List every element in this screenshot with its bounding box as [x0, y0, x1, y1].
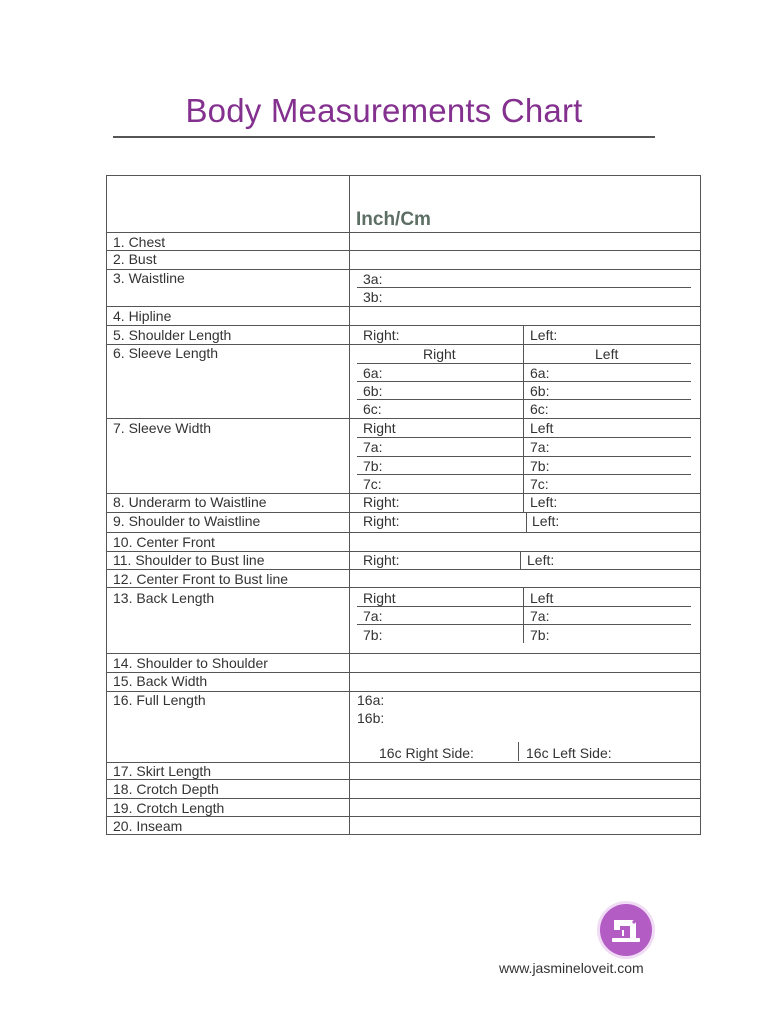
row-label: 13. Back Length [113, 590, 215, 606]
row-rule [107, 232, 700, 233]
row-rule [107, 325, 700, 326]
row-rule [107, 587, 700, 588]
row-label: 1. Chest [113, 234, 166, 250]
field-rule [357, 381, 691, 382]
field-label: Left: [530, 327, 558, 343]
field-rule [357, 474, 691, 475]
field-label: 7a: [530, 608, 550, 624]
row-rule [107, 569, 700, 570]
row-rule [107, 306, 700, 307]
field-label: 6a: [363, 365, 383, 381]
row-rule [107, 269, 700, 270]
field-label: Left: [532, 513, 560, 529]
row-rule [107, 798, 700, 799]
field-label: 16c Left Side: [526, 745, 612, 761]
row-label: 15. Back Width [113, 673, 208, 689]
row-rule [107, 418, 700, 419]
field-rule [357, 399, 691, 400]
row-label: 4. Hipline [113, 308, 172, 324]
field-label: 7a: [363, 608, 383, 624]
title-underline [113, 136, 655, 138]
field-label: 3b: [363, 289, 383, 305]
field-label: Right: [363, 552, 400, 568]
split-divider [523, 493, 524, 512]
field-label: Left [530, 420, 554, 436]
row-rule [107, 779, 700, 780]
field-label: 6b: [530, 383, 550, 399]
field-rule [357, 437, 691, 438]
field-label: Right [423, 346, 456, 362]
field-rule [357, 363, 691, 364]
field-label: 7b: [363, 458, 383, 474]
field-label: 7b: [363, 627, 383, 643]
row-label: 12. Center Front to Bust line [113, 571, 289, 587]
field-label: Right [363, 420, 396, 436]
row-label: 14. Shoulder to Shoulder [113, 655, 268, 671]
field-label: Left: [527, 552, 555, 568]
column-divider [349, 176, 350, 834]
field-label: 7a: [363, 439, 383, 455]
field-label: 16b: [357, 710, 385, 726]
sewing-machine-icon [600, 904, 652, 956]
field-label: 7b: [530, 458, 550, 474]
field-label: 7c: [530, 476, 549, 492]
split-divider [523, 587, 524, 643]
row-rule [107, 532, 700, 533]
row-label: 11. Shoulder to Bust line [113, 552, 265, 568]
field-label: 7c: [363, 476, 382, 492]
field-label: Left: [530, 494, 558, 510]
field-rule [357, 624, 691, 625]
field-label: Left [595, 346, 619, 362]
field-label: Right: [363, 494, 400, 510]
row-label: 3. Waistline [113, 270, 185, 286]
field-label: Right [363, 590, 396, 606]
field-label: 7a: [530, 439, 550, 455]
split-divider [523, 418, 524, 493]
field-label: Right: [363, 513, 400, 529]
row-label: 9. Shoulder to Waistline [113, 513, 261, 529]
row-rule [107, 816, 700, 817]
field-rule [357, 456, 691, 457]
split-divider [520, 551, 521, 569]
row-label: 2. Bust [113, 251, 157, 267]
row-label: 18. Crotch Depth [113, 781, 219, 797]
field-label: 3a: [363, 271, 383, 287]
row-label: 8. Underarm to Waistline [113, 494, 267, 510]
row-label: 6. Sleeve Length [113, 345, 219, 361]
field-label: Left [530, 590, 554, 606]
row-label: 16. Full Length [113, 692, 206, 708]
row-label: 5. Shoulder Length [113, 327, 232, 343]
split-divider [523, 344, 524, 418]
field-label: 6c: [363, 401, 382, 417]
row-label: 7. Sleeve Width [113, 420, 212, 436]
split-divider [518, 742, 519, 761]
row-label: 10. Center Front [113, 534, 215, 550]
unit-header: Inch/Cm [356, 209, 431, 230]
row-label: 17. Skirt Length [113, 763, 212, 779]
field-label: 6c: [530, 401, 549, 417]
row-rule [107, 250, 700, 251]
field-label: 16c Right Side: [379, 745, 474, 761]
field-label: 7b: [530, 627, 550, 643]
split-divider [526, 512, 527, 532]
measurement-table [106, 175, 701, 835]
field-rule [357, 606, 691, 607]
field-label: Right: [363, 327, 400, 343]
row-label: 19. Crotch Length [113, 800, 225, 816]
field-label: 6b: [363, 383, 383, 399]
split-divider [523, 325, 524, 344]
row-rule [107, 653, 700, 654]
row-label: 20. Inseam [113, 818, 183, 834]
field-label: 16a: [357, 692, 385, 708]
website-link[interactable]: www.jasmineloveit.com [499, 960, 644, 976]
field-rule [357, 287, 691, 288]
page-title: Body Measurements Chart [185, 92, 583, 129]
field-label: 6a: [530, 365, 550, 381]
